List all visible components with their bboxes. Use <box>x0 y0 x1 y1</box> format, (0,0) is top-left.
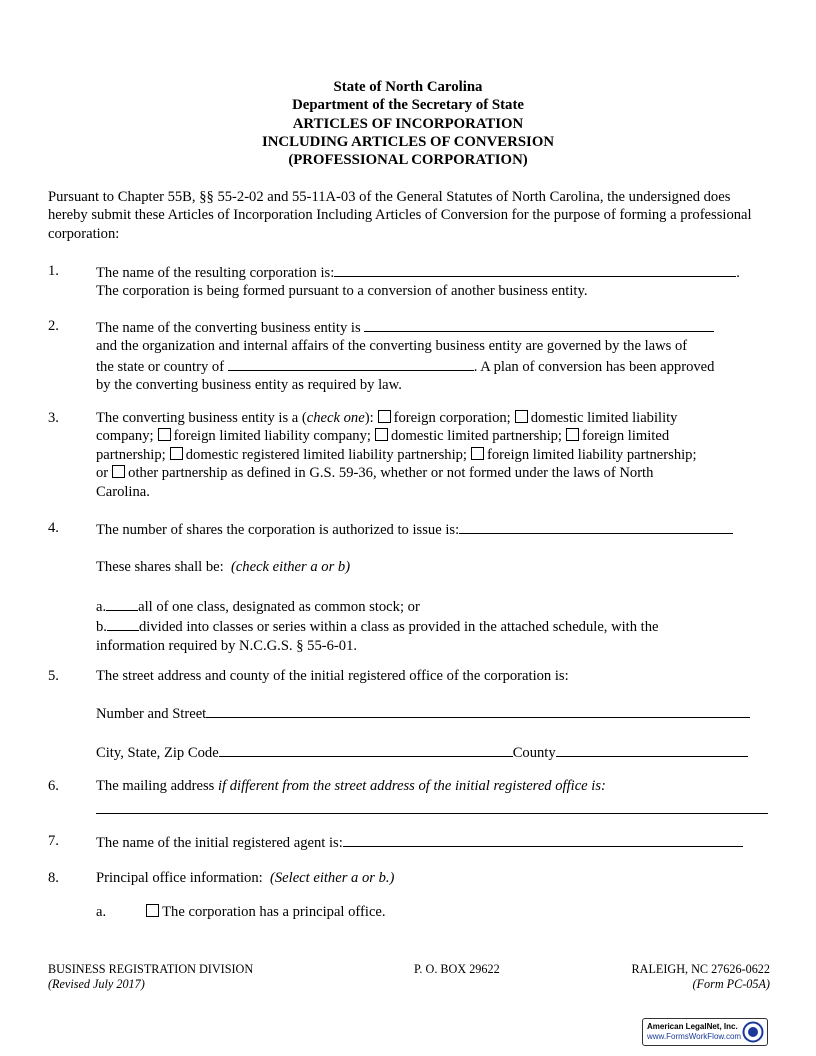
option-b-field[interactable] <box>107 616 139 631</box>
form-number: (Form PC-05A) <box>692 977 770 991</box>
converting-entity-label: The name of the converting business entity is <box>96 320 361 336</box>
section-number: 1. <box>48 263 59 279</box>
registered-agent-field[interactable] <box>343 832 743 847</box>
corp-name-field[interactable] <box>334 262 736 277</box>
street-label: Number and Street <box>96 706 207 723</box>
section-7 <box>48 832 770 852</box>
domestic-rllp-checkbox[interactable] <box>170 447 183 460</box>
section-1 <box>48 262 770 301</box>
domestic-llc-label: domestic limited liability <box>530 410 678 426</box>
corp-name-label: The name of the resulting corporation is: <box>96 265 335 281</box>
logo-url: www.FormsWorkFlow.com <box>647 1032 742 1041</box>
domestic-lp-label: domestic limited partnership; <box>390 428 562 445</box>
foreign-corporation-label: foreign corporation; <box>393 410 511 426</box>
header-type: (PROFESSIONAL CORPORATION) <box>288 152 528 169</box>
po-box: P. O. BOX 29622 <box>414 962 500 976</box>
street-field[interactable] <box>206 703 750 718</box>
select-either-hint: (Select either a or b.) <box>270 870 395 886</box>
city-state-zip-label: City, State, Zip Code <box>96 744 219 761</box>
domestic-lp-checkbox[interactable] <box>375 428 388 441</box>
option-a-label: a. <box>96 598 107 615</box>
section-8 <box>48 869 770 922</box>
section-number: 6. <box>48 778 59 794</box>
principal-office-text: The corporation has a principal office. <box>162 904 386 921</box>
county-field[interactable] <box>556 742 748 757</box>
foreign-llc-label: foreign limited liability company; <box>173 428 371 445</box>
mailing-address-hint: if different from the street address of the initial registered office is: <box>218 778 606 794</box>
other-partnership-label: other partnership as defined in G.S. 59-36, whether or not formed under the laws of North <box>128 465 654 482</box>
county-label: County <box>512 744 556 761</box>
option-b-text: divided into classes or series within a class as provided in the attached schedule, with the <box>138 619 659 636</box>
other-partnership-checkbox[interactable] <box>112 465 125 478</box>
domestic-rllp-label: domestic registered limited liability partnership; <box>185 446 467 463</box>
section-4 <box>48 519 770 655</box>
registered-office-label: The street address and county of the initial registered office of the corporation is: <box>96 668 569 684</box>
state-country-label: the state or country of <box>96 358 225 375</box>
foreign-lp-checkbox[interactable] <box>566 428 579 441</box>
division-name: BUSINESS REGISTRATION DIVISION <box>48 962 254 976</box>
intro-paragraph: Pursuant to Chapter 55B, §§ 55-2-02 and 55-11A-03 of the General Statutes of North Carolina, the undersigned does hereby submit these Articles of Incorporation Including Articles of Conversion for the purpose of forming a professional corporation: <box>48 189 752 242</box>
registered-agent-label: The name of the initial registered agent is: <box>96 835 343 851</box>
approval-text: by the converting business entity as required by law. <box>96 377 402 394</box>
section-number: 3. <box>48 410 59 426</box>
section-number: 2. <box>48 318 59 334</box>
section-2 <box>48 317 770 395</box>
conversion-note: The corporation is being formed pursuant to a conversion of another business entity. <box>96 283 588 300</box>
foreign-llc-checkbox[interactable] <box>158 428 171 441</box>
or-text: or <box>96 465 109 482</box>
shares-shall-be-label: These shares shall be: <box>96 559 224 576</box>
authorized-shares-field[interactable] <box>459 519 733 534</box>
governing-laws-text: and the organization and internal affairs of the converting business entity are governed by the laws of <box>96 338 688 355</box>
foreign-llp-label: foreign limited liability partnership; <box>486 446 697 463</box>
foreign-lp-label-cont: partnership; <box>96 446 166 463</box>
header-subtitle: INCLUDING ARTICLES OF CONVERSION <box>261 133 555 150</box>
footer <box>48 962 770 992</box>
entity-type-label: The converting business entity is a ( <box>96 410 307 426</box>
city-state-zip-field[interactable] <box>219 742 513 757</box>
section-5 <box>48 667 770 762</box>
publisher-logo <box>642 1018 768 1046</box>
logo-company: American LegalNet, Inc. <box>647 1022 738 1031</box>
revision-date: (Revised July 2017) <box>48 977 145 991</box>
globe-icon <box>742 1021 764 1043</box>
check-one-hint: check one <box>306 410 365 426</box>
option-a-text: all of one class, designated as common stock; or <box>138 598 420 615</box>
foreign-llp-checkbox[interactable] <box>471 447 484 460</box>
header-state: State of North Carolina <box>333 79 483 95</box>
section-number: 7. <box>48 833 59 849</box>
mailing-address-field[interactable] <box>96 795 768 814</box>
section-number: 8. <box>48 870 59 886</box>
converting-entity-field[interactable] <box>364 317 714 332</box>
section-number: 4. <box>48 520 59 536</box>
option-b-label: b. <box>96 619 107 636</box>
option-b-text-cont: information required by N.C.G.S. § 55-6-01. <box>96 637 358 654</box>
entity-type-label-end: ): <box>364 410 374 426</box>
option-a-label: a. <box>96 904 107 921</box>
mailing-address-label: The mailing address <box>96 778 215 794</box>
state-country-field[interactable] <box>228 356 474 371</box>
check-either-hint: (check either a or b) <box>230 559 351 576</box>
plan-approved-text: . A plan of conversion has been approved <box>473 358 715 375</box>
period: . <box>736 265 740 281</box>
principal-office-label: Principal office information: <box>96 870 263 886</box>
domestic-llc-label-cont: company; <box>96 428 154 445</box>
header-department: Department of the Secretary of State <box>292 97 524 114</box>
section-number: 5. <box>48 668 59 684</box>
section-3 <box>48 409 770 501</box>
city-zip: RALEIGH, NC 27626-0622 <box>631 962 770 976</box>
option-a-field[interactable] <box>106 596 138 611</box>
other-partnership-label-cont: Carolina. <box>96 483 150 500</box>
foreign-corporation-checkbox[interactable] <box>378 410 391 423</box>
foreign-lp-label: foreign limited <box>582 428 670 445</box>
form-header <box>0 78 816 169</box>
principal-office-checkbox[interactable] <box>146 904 159 917</box>
header-title: ARTICLES OF INCORPORATION <box>292 115 524 132</box>
section-6 <box>48 777 770 814</box>
authorized-shares-label: The number of shares the corporation is authorized to issue is: <box>96 522 460 538</box>
domestic-llc-checkbox[interactable] <box>515 410 528 423</box>
